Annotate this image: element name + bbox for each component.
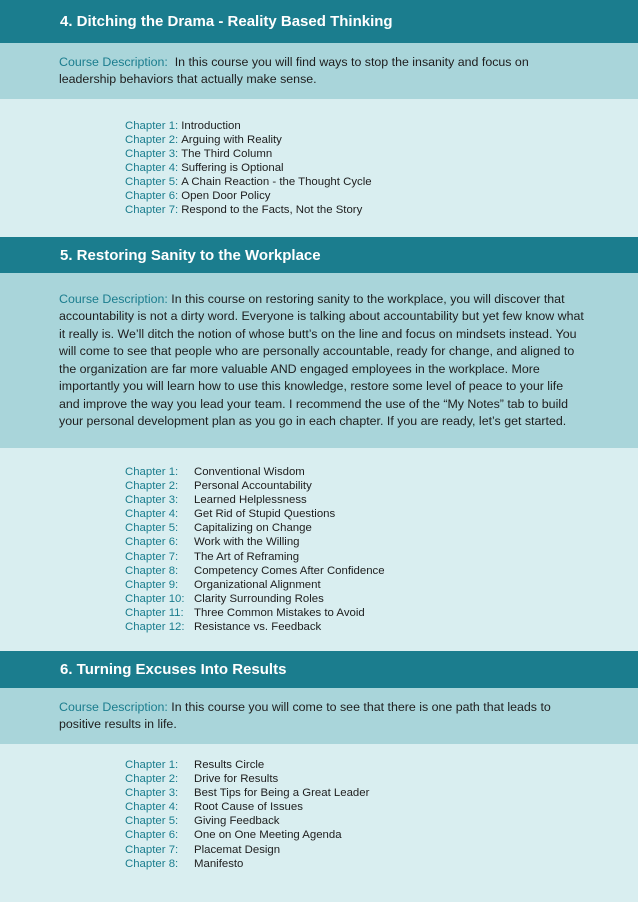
description-label: Course Description: — [59, 699, 168, 714]
chapter-label: Chapter 7: — [125, 550, 179, 563]
description-text: In this course you will find ways to stop the insanity and focus on leadership behaviors that actually make sense. — [59, 54, 529, 86]
chapter-title: Suffering is Optional — [181, 161, 284, 174]
chapter-label: Chapter 8: — [125, 857, 179, 870]
chapter-label: Chapter 7: — [125, 204, 179, 217]
section-4-chapter-list — [0, 99, 638, 237]
chapter-title: A Chain Reaction - the Thought Cycle — [181, 176, 372, 189]
chapter-item — [125, 465, 638, 479]
chapter-title: Manifesto — [194, 857, 244, 870]
chapter-title: Best Tips for Being a Great Leader — [194, 787, 370, 800]
chapter-item — [125, 620, 638, 634]
chapter-item — [125, 175, 638, 189]
chapter-title: Conventional Wisdom — [194, 465, 305, 478]
chapter-label: Chapter 7: — [125, 843, 179, 856]
section-6-description — [0, 688, 638, 744]
chapter-item — [125, 758, 638, 772]
description-text: In this course you will come to see that there is one path that leads to positive results in life. — [59, 699, 551, 731]
chapter-title: One on One Meeting Agenda — [194, 829, 342, 842]
chapter-label: Chapter 8: — [125, 564, 179, 577]
chapter-item — [125, 535, 638, 549]
chapter-title: Introduction — [181, 119, 241, 132]
chapter-title: Learned Helplessness — [194, 494, 307, 507]
chapter-label: Chapter 12: — [125, 620, 185, 633]
section-6-chapter-list — [0, 744, 638, 879]
chapter-title: Capitalizing on Change — [194, 522, 312, 535]
chapter-label: Chapter 1: — [125, 465, 179, 478]
chapter-item — [125, 203, 638, 217]
chapter-title: Respond to the Facts, Not the Story — [181, 204, 363, 217]
chapter-title: Results Circle — [194, 759, 265, 771]
chapter-title: Drive for Results — [194, 773, 279, 786]
chapter-item — [125, 828, 638, 842]
chapter-title: Get Rid of Stupid Questions — [194, 508, 336, 521]
chapter-item — [125, 119, 638, 133]
chapter-title: Placemat Design — [194, 843, 281, 856]
chapter-title: Clarity Surrounding Roles — [194, 592, 324, 605]
chapter-item — [125, 479, 638, 493]
chapter-title: Work with the Willing — [194, 536, 300, 549]
chapter-item — [125, 814, 638, 828]
chapter-label: Chapter 9: — [125, 578, 179, 591]
chapter-item — [125, 606, 638, 620]
chapter-label: Chapter 5: — [125, 522, 179, 535]
chapter-item — [125, 161, 638, 175]
chapter-label: Chapter 2: — [125, 480, 179, 493]
description-text: In this course on restoring sanity to the workplace, you will discover that accountability is not a dirty word. Everyone is talking about accountability but yet few know what it really is. We’ll ditch the notion of whose butt’s on the line and focus on mindsets instead. You will come to see that people who are personally accountable, ready for change, and aligned to the organization are far more valuable AND engaged employees in the workplace. More importantly you will learn how to use this knowledge, restore some level of peace to your life and improve the way you lead your team. I recommend the use of the “My Notes” tab to build your personal development plan as you go in each chapter. If you are ready, let’s get started. — [59, 291, 584, 428]
chapter-item — [125, 578, 638, 592]
chapter-label: Chapter 5: — [125, 815, 179, 828]
chapter-title: Personal Accountability — [194, 480, 312, 493]
section-5-title: 5. Restoring Sanity to the Workplace — [60, 246, 321, 264]
chapter-item — [125, 786, 638, 800]
chapter-item — [125, 592, 638, 606]
chapter-label: Chapter 3: — [125, 147, 179, 160]
chapter-label: Chapter 2: — [125, 773, 179, 786]
chapter-item — [125, 521, 638, 535]
chapter-label: Chapter 4: — [125, 508, 179, 521]
chapter-label: Chapter 10: — [125, 592, 185, 605]
chapter-label: Chapter 1: — [125, 759, 179, 771]
chapter-title: Competency Comes After Confidence — [194, 564, 385, 577]
chapter-label: Chapter 3: — [125, 787, 179, 800]
section-5-description — [0, 273, 638, 448]
chapter-title: The Art of Reframing — [194, 550, 300, 563]
chapter-label: Chapter 2: — [125, 133, 179, 146]
chapter-title: Three Common Mistakes to Avoid — [194, 606, 365, 619]
section-6-title: 6. Turning Excuses Into Results — [60, 661, 287, 678]
chapter-item — [125, 507, 638, 521]
section-5-chapter-list — [0, 448, 638, 651]
chapter-item — [125, 147, 638, 161]
chapter-label: Chapter 6: — [125, 536, 179, 549]
chapter-item — [125, 133, 638, 147]
chapter-title: Arguing with Reality — [181, 133, 282, 146]
chapter-item — [125, 857, 638, 871]
chapter-label: Chapter 6: — [125, 190, 179, 203]
description-label: Course Description: — [59, 54, 168, 69]
chapter-item — [125, 564, 638, 578]
chapter-label: Chapter 3: — [125, 494, 179, 507]
chapter-title: The Third Column — [181, 147, 273, 160]
chapter-title: Giving Feedback — [194, 815, 280, 828]
section-6-header — [0, 651, 638, 688]
chapter-title: Resistance vs. Feedback — [194, 620, 322, 633]
chapter-item — [125, 550, 638, 564]
chapter-label: Chapter 1: — [125, 119, 179, 132]
chapter-title: Organizational Alignment — [194, 578, 321, 591]
chapter-item — [125, 493, 638, 507]
chapter-item — [125, 800, 638, 814]
chapter-label: Chapter 4: — [125, 801, 179, 814]
chapter-item — [125, 189, 638, 203]
section-4-description — [0, 43, 638, 99]
chapter-title: Root Cause of Issues — [194, 801, 303, 814]
chapter-item — [125, 772, 638, 786]
chapter-item — [125, 843, 638, 857]
chapter-label: Chapter 4: — [125, 161, 179, 174]
chapter-label: Chapter 11: — [125, 606, 184, 619]
chapter-label: Chapter 6: — [125, 829, 179, 842]
chapter-label: Chapter 5: — [125, 176, 179, 189]
description-label: Course Description: — [59, 291, 168, 306]
section-5-header — [0, 237, 638, 273]
section-4-title: 4. Ditching the Drama - Reality Based Thinking — [60, 13, 393, 30]
chapter-title: Open Door Policy — [181, 190, 271, 203]
section-4-header — [0, 0, 638, 43]
